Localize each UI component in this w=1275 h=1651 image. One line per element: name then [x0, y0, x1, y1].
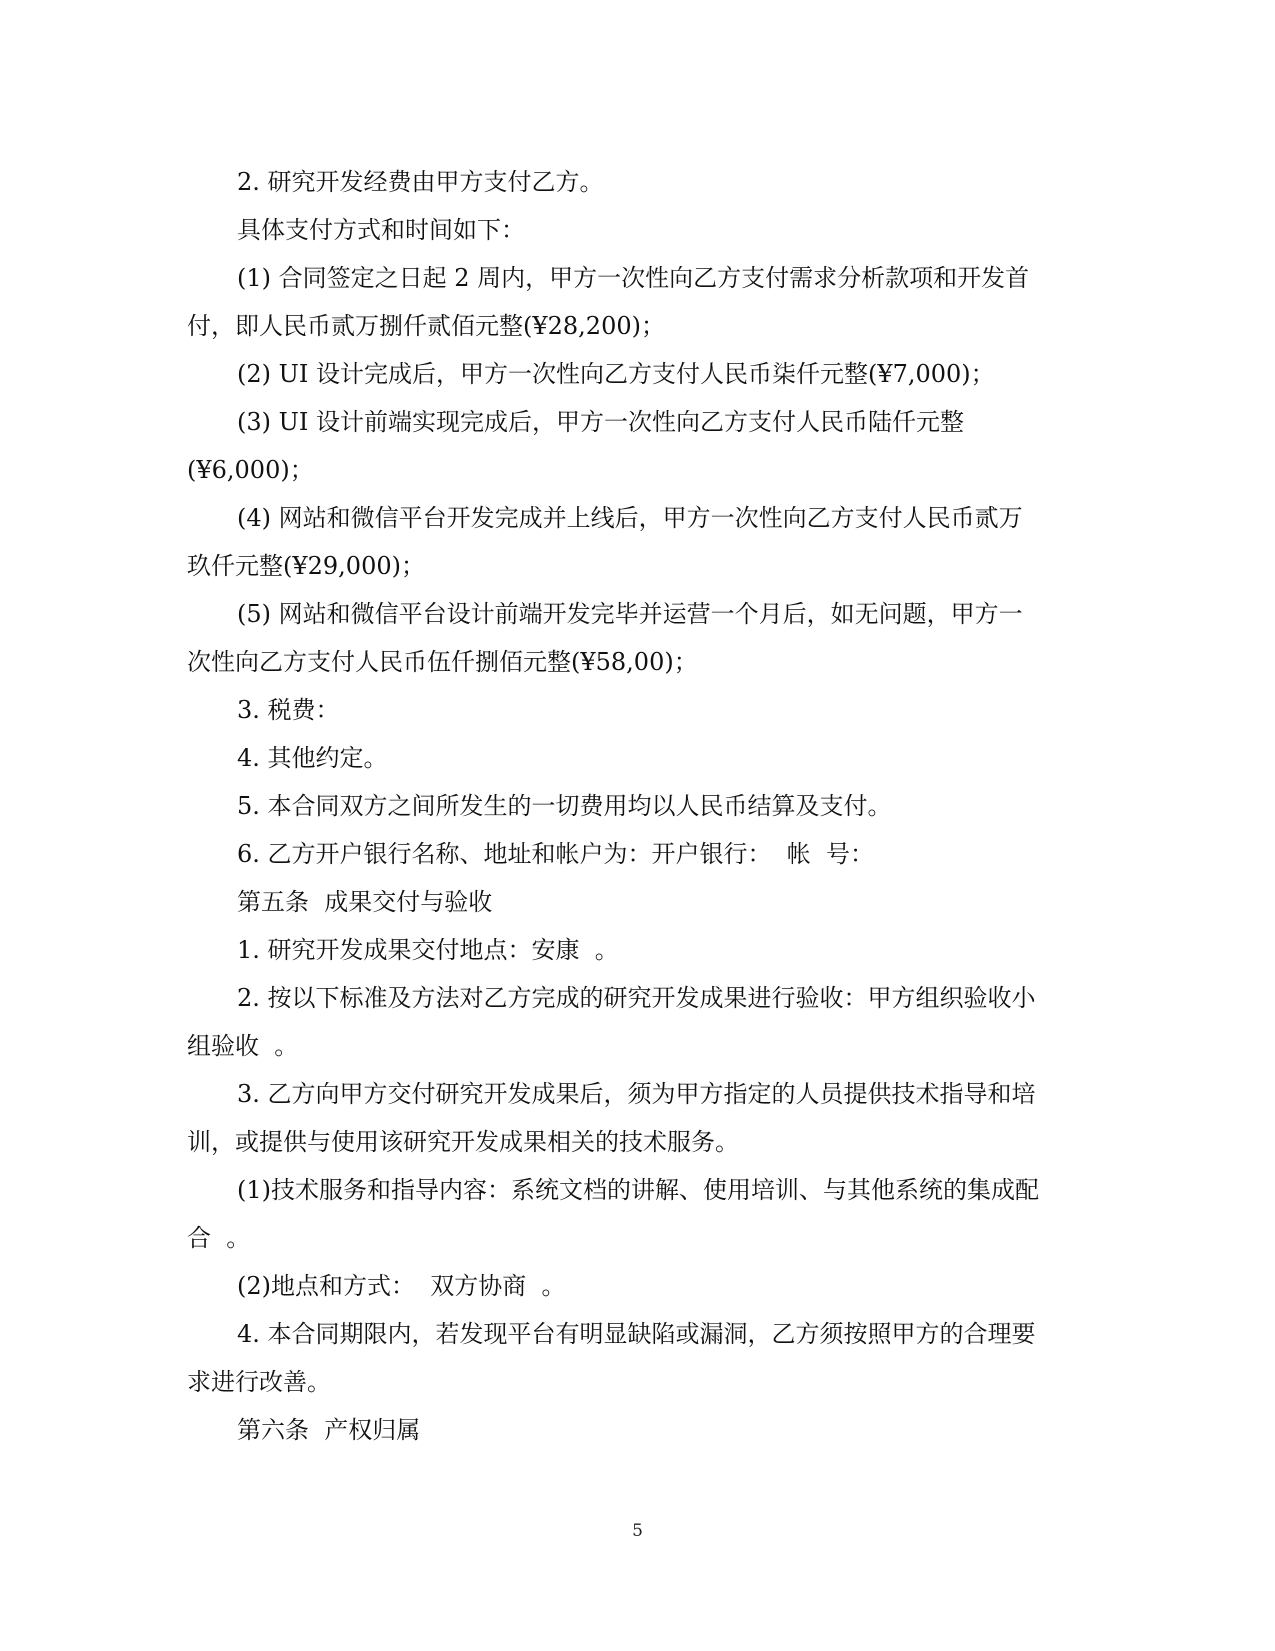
acceptance-standard-line-1: 2. 按以下标准及方法对乙方完成的研究开发成果进行验收：甲方组织验收小: [237, 984, 1036, 1012]
service-content-line-1: (1)技术服务和指导内容：系统文档的讲解、使用培训、与其他系统的集成配: [237, 1176, 1039, 1204]
payment-item-5-line-1: (5) 网站和微信平台设计前端开发完毕并运营一个月后，如无问题，甲方一: [237, 600, 1023, 628]
payment-item-3-line-2: (¥6,000)；: [187, 456, 314, 484]
payment-item-5-line-2: 次性向乙方支付人民币伍仟捌佰元整(¥58,00)；: [187, 648, 698, 676]
payment-item-3-line-1: (3) UI 设计前端实现完成后，甲方一次性向乙方支付人民币陆仟元整: [237, 408, 964, 436]
payment-method-intro: 具体支付方式和时间如下：: [237, 216, 525, 244]
technical-guidance-line-1: 3. 乙方向甲方交付研究开发成果后，须为甲方指定的人员提供技术指导和培: [237, 1080, 1036, 1108]
delivery-location: 1. 研究开发成果交付地点：安康 。: [237, 936, 619, 964]
page-number: 5: [632, 1521, 643, 1541]
payment-item-1-line-1: (1) 合同签定之日起 2 周内，甲方一次性向乙方支付需求分析款项和开发首: [237, 264, 1030, 292]
payment-item-2: (2) UI 设计完成后，甲方一次性向乙方支付人民币柒仟元整(¥7,000)；: [237, 360, 995, 388]
clause-other-agreements: 4. 其他约定。: [237, 744, 388, 772]
service-content-line-2: 合 。: [187, 1224, 251, 1252]
payment-item-4-line-2: 玖仟元整(¥29,000)；: [187, 552, 425, 580]
section-heading-article-6: 第六条 产权归属: [237, 1416, 421, 1444]
clause-taxes: 3. 税费：: [237, 696, 340, 724]
payment-item-4-line-1: (4) 网站和微信平台开发完成并上线后，甲方一次性向乙方支付人民币贰万: [237, 504, 1023, 532]
defect-improvement-line-1: 4. 本合同期限内，若发现平台有明显缺陷或漏洞，乙方须按照甲方的合理要: [237, 1320, 1036, 1348]
defect-improvement-line-2: 求进行改善。: [187, 1368, 331, 1396]
technical-guidance-line-2: 训，或提供与使用该研究开发成果相关的技术服务。: [187, 1128, 739, 1156]
payment-item-1-line-2: 付，即人民币贰万捌仟贰佰元整(¥28,200)；: [187, 312, 665, 340]
clause-currency: 5. 本合同双方之间所发生的一切费用均以人民币结算及支付。: [237, 792, 892, 820]
clause-bank-account: 6. 乙方开户银行名称、地址和帐户为：开户银行： 帐 号：: [237, 840, 875, 868]
acceptance-standard-line-2: 组验收 。: [187, 1032, 299, 1060]
clause-fee-payment: 2. 研究开发经费由甲方支付乙方。: [237, 168, 604, 196]
section-heading-article-5: 第五条 成果交付与验收: [237, 888, 493, 916]
document-body: [187, 158, 1087, 1454]
service-location-method: (2)地点和方式： 双方协商 。: [237, 1272, 566, 1300]
